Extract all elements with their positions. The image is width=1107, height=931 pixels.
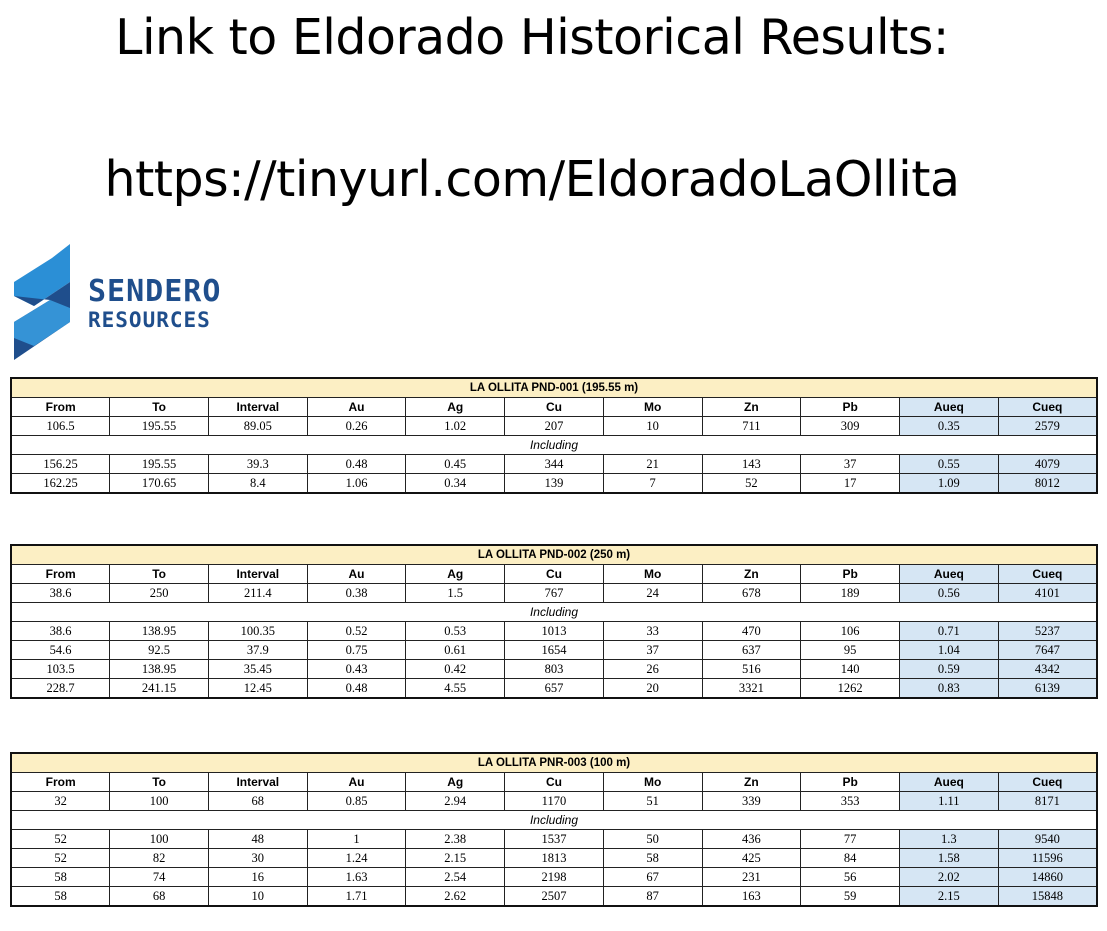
table-title: LA OLLITA PNR-003 (100 m) [11,753,1097,773]
table-cell: 89.05 [208,417,307,436]
table-cell: 189 [801,584,900,603]
table-cell: 52 [11,830,110,849]
column-header: Mo [603,398,702,417]
table-cell: 0.38 [307,584,406,603]
table-cell: 678 [702,584,801,603]
table-cell: 77 [801,830,900,849]
column-header: Cueq [998,773,1097,792]
column-header: Cueq [998,565,1097,584]
sendero-logo [12,242,242,362]
table-cell: 0.61 [406,641,505,660]
table-cell: 2.94 [406,792,505,811]
column-header: Aueq [899,398,998,417]
table-cell: 1.58 [899,849,998,868]
column-header: Cu [505,565,604,584]
table-cell: 3321 [702,679,801,699]
table-row [11,679,1097,699]
column-header: From [11,773,110,792]
table-cell: 74 [110,868,209,887]
table-cell: 1.02 [406,417,505,436]
table-cell: 32 [11,792,110,811]
column-header: Cueq [998,398,1097,417]
heading-url-link[interactable]: https://tinyurl.com/EldoradoLaOllita [104,151,960,208]
table-cell: 87 [603,887,702,907]
table-row [11,887,1097,907]
table-cell: 68 [110,887,209,907]
table-row [11,622,1097,641]
column-header: Ag [406,773,505,792]
table-row [11,417,1097,436]
including-row [11,436,1097,455]
table-cell: 4.55 [406,679,505,699]
table-cell: 425 [702,849,801,868]
table-cell: 58 [11,868,110,887]
table-cell: 2198 [505,868,604,887]
table-header-row [11,565,1097,584]
table-cell: 170.65 [110,474,209,494]
table-cell: 2.15 [899,887,998,907]
table-cell: 48 [208,830,307,849]
table-cell: 1.5 [406,584,505,603]
table-cell: 0.34 [406,474,505,494]
table-cell: 100 [110,830,209,849]
column-header: Mo [603,565,702,584]
table-cell: 140 [801,660,900,679]
table-title: LA OLLITA PND-001 (195.55 m) [11,378,1097,398]
table-cell: 24 [603,584,702,603]
table-cell: 6139 [998,679,1097,699]
table-cell: 241.15 [110,679,209,699]
table-cell: 21 [603,455,702,474]
column-header: Au [307,773,406,792]
table-cell: 12.45 [208,679,307,699]
table-cell: 0.48 [307,455,406,474]
table-cell: 106.5 [11,417,110,436]
table-cell: 68 [208,792,307,811]
heading-link-label: Link to Eldorado Historical Results: [115,9,949,66]
table-row [11,641,1097,660]
table-cell: 10 [603,417,702,436]
table-cell: 52 [702,474,801,494]
column-header: Cu [505,398,604,417]
assay-table-pnr-003 [10,752,1098,907]
table-cell: 803 [505,660,604,679]
table-cell: 37.9 [208,641,307,660]
table-cell: 58 [11,887,110,907]
column-header: Interval [208,398,307,417]
table-cell: 15848 [998,887,1097,907]
table-cell: 35.45 [208,660,307,679]
column-header: Interval [208,565,307,584]
assay-table-pnd-002 [10,544,1098,699]
table-cell: 10 [208,887,307,907]
table-cell: 58 [603,849,702,868]
table-cell: 0.83 [899,679,998,699]
table-cell: 1 [307,830,406,849]
table-cell: 0.52 [307,622,406,641]
table-cell: 156.25 [11,455,110,474]
table-cell: 207 [505,417,604,436]
table-cell: 14860 [998,868,1097,887]
table-cell: 1262 [801,679,900,699]
column-header: To [110,773,209,792]
column-header: To [110,565,209,584]
column-header: Cu [505,773,604,792]
table-cell: 228.7 [11,679,110,699]
column-header: From [11,565,110,584]
including-row [11,811,1097,830]
including-label: Including [11,811,1097,830]
table-cell: 37 [801,455,900,474]
column-header: Aueq [899,773,998,792]
table-header-row [11,398,1097,417]
table-cell: 711 [702,417,801,436]
table-cell: 309 [801,417,900,436]
table-cell: 26 [603,660,702,679]
table-cell: 16 [208,868,307,887]
column-header: Interval [208,773,307,792]
table-cell: 353 [801,792,900,811]
table-cell: 37 [603,641,702,660]
table-cell: 339 [702,792,801,811]
table-cell: 2.62 [406,887,505,907]
including-label: Including [11,436,1097,455]
table-cell: 163 [702,887,801,907]
table-cell: 637 [702,641,801,660]
table-cell: 52 [11,849,110,868]
table-cell: 1.09 [899,474,998,494]
table-cell: 0.48 [307,679,406,699]
column-header: Aueq [899,565,998,584]
table-cell: 1.71 [307,887,406,907]
table-cell: 38.6 [11,584,110,603]
table-cell: 138.95 [110,660,209,679]
sendero-s-logo-icon [12,242,76,362]
table-cell: 56 [801,868,900,887]
table-cell: 1.24 [307,849,406,868]
table-cell: 17 [801,474,900,494]
table-cell: 8012 [998,474,1097,494]
table-cell: 211.4 [208,584,307,603]
table-cell: 516 [702,660,801,679]
table-cell: 100 [110,792,209,811]
column-header: Pb [801,565,900,584]
table-row [11,868,1097,887]
column-header: Zn [702,773,801,792]
table-cell: 103.5 [11,660,110,679]
table-cell: 470 [702,622,801,641]
table-cell: 95 [801,641,900,660]
table-cell: 657 [505,679,604,699]
table-cell: 0.43 [307,660,406,679]
table-cell: 162.25 [11,474,110,494]
table-cell: 0.45 [406,455,505,474]
column-header: Pb [801,398,900,417]
table-cell: 767 [505,584,604,603]
column-header: Mo [603,773,702,792]
table-cell: 195.55 [110,455,209,474]
table-cell: 1654 [505,641,604,660]
table-cell: 7647 [998,641,1097,660]
table-cell: 1813 [505,849,604,868]
table-header-row [11,773,1097,792]
table-cell: 2579 [998,417,1097,436]
table-cell: 50 [603,830,702,849]
table-cell: 106 [801,622,900,641]
table-cell: 139 [505,474,604,494]
logo-name: SENDERO [88,274,222,309]
table-cell: 8171 [998,792,1097,811]
column-header: Au [307,565,406,584]
table-title: LA OLLITA PND-002 (250 m) [11,545,1097,565]
table-cell: 436 [702,830,801,849]
table-row [11,455,1097,474]
table-cell: 100.35 [208,622,307,641]
table-cell: 2507 [505,887,604,907]
table-cell: 250 [110,584,209,603]
table-title-row [11,378,1097,398]
table-cell: 1013 [505,622,604,641]
table-cell: 84 [801,849,900,868]
table-cell: 0.42 [406,660,505,679]
table-cell: 2.15 [406,849,505,868]
table-cell: 82 [110,849,209,868]
column-header: Pb [801,773,900,792]
table-cell: 4079 [998,455,1097,474]
table-cell: 11596 [998,849,1097,868]
column-header: From [11,398,110,417]
table-row [11,474,1097,494]
column-header: Ag [406,398,505,417]
table-cell: 51 [603,792,702,811]
table-cell: 1.63 [307,868,406,887]
table-cell: 1537 [505,830,604,849]
column-header: Ag [406,565,505,584]
table-cell: 92.5 [110,641,209,660]
table-cell: 9540 [998,830,1097,849]
table-cell: 8.4 [208,474,307,494]
assay-table-pnd-001 [10,377,1098,494]
including-label: Including [11,603,1097,622]
table-cell: 0.71 [899,622,998,641]
table-cell: 2.02 [899,868,998,887]
table-row [11,849,1097,868]
table-cell: 138.95 [110,622,209,641]
table-title-row [11,545,1097,565]
column-header: To [110,398,209,417]
table-cell: 54.6 [11,641,110,660]
table-cell: 7 [603,474,702,494]
table-cell: 143 [702,455,801,474]
table-title-row [11,753,1097,773]
table-cell: 0.53 [406,622,505,641]
table-cell: 2.54 [406,868,505,887]
table-row [11,584,1097,603]
table-cell: 67 [603,868,702,887]
column-header: Zn [702,398,801,417]
table-cell: 1.11 [899,792,998,811]
table-row [11,660,1097,679]
table-cell: 231 [702,868,801,887]
table-cell: 0.35 [899,417,998,436]
table-cell: 33 [603,622,702,641]
table-cell: 344 [505,455,604,474]
table-row [11,792,1097,811]
table-cell: 1170 [505,792,604,811]
table-cell: 30 [208,849,307,868]
table-cell: 4101 [998,584,1097,603]
table-cell: 20 [603,679,702,699]
table-cell: 4342 [998,660,1097,679]
table-cell: 38.6 [11,622,110,641]
column-header: Au [307,398,406,417]
table-cell: 2.38 [406,830,505,849]
column-header: Zn [702,565,801,584]
table-cell: 1.3 [899,830,998,849]
table-cell: 0.75 [307,641,406,660]
table-cell: 1.06 [307,474,406,494]
table-cell: 0.56 [899,584,998,603]
table-cell: 5237 [998,622,1097,641]
table-cell: 0.26 [307,417,406,436]
table-cell: 59 [801,887,900,907]
table-cell: 0.59 [899,660,998,679]
table-cell: 39.3 [208,455,307,474]
table-cell: 0.55 [899,455,998,474]
including-row [11,603,1097,622]
table-cell: 1.04 [899,641,998,660]
table-row [11,830,1097,849]
table-cell: 0.85 [307,792,406,811]
logo-subtitle: RESOURCES [88,308,211,332]
table-cell: 195.55 [110,417,209,436]
